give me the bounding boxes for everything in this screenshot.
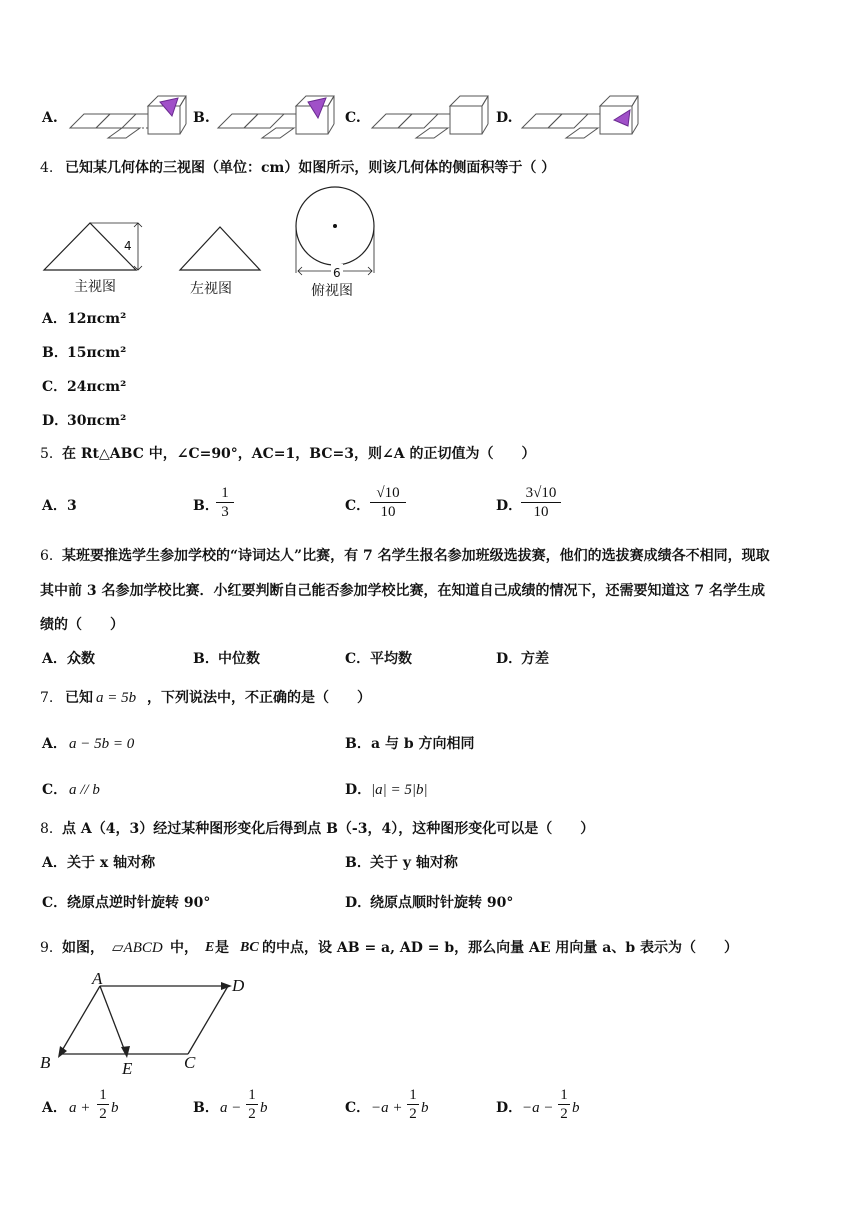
- q3-option-d-letter: D.: [496, 110, 513, 126]
- q6-option-b-letter: B．: [193, 651, 219, 667]
- q7-option-a-letter: A．: [42, 736, 67, 752]
- q9-option-d-post: b: [572, 1100, 580, 1116]
- q5-option-d-denominator: 10: [533, 504, 549, 520]
- q3-option-a-letter: A.: [42, 110, 58, 126]
- q9-option-a-pre: a +: [69, 1100, 91, 1116]
- q3-option-b-letter: B.: [193, 110, 210, 126]
- q9-option-a-post: b: [111, 1100, 119, 1116]
- q9-option-d-letter: D．: [496, 1100, 523, 1116]
- q9-option-b-den: 2: [248, 1106, 256, 1122]
- q4-option-b-letter: B．: [42, 345, 68, 361]
- q5-option-b-numerator: 1: [221, 485, 229, 501]
- q8-number: 8．: [40, 821, 63, 837]
- q7-option-c-letter: C．: [42, 782, 68, 798]
- q9-option-d-num: 1: [560, 1087, 568, 1103]
- q9-option-b-pre: a −: [220, 1100, 242, 1116]
- q4-number: 4.: [40, 160, 54, 176]
- q6-line-2: 其中前 3 名参加学校比赛．小红要判断自己能否参加学校比赛，在知道自己成绩的情况下，还需要知道这 7 名学生成: [40, 583, 765, 599]
- q6-line-1: 某班要推选学生参加学校的“诗词达人”比赛，有 7 名学生报名参加班级选拔赛，他们的选拔赛成绩各不相同，现取: [62, 548, 770, 564]
- q4-option-c-value: 24πcm²: [67, 379, 127, 395]
- q4-left-view-label: 左视图: [190, 281, 232, 297]
- q8-option-b-value: 关于 y 轴对称: [370, 855, 458, 871]
- q5-stem: 在 Rt△ABC 中，∠C=90°，AC=1，BC=3，则∠A 的正切值为（ ）: [62, 446, 536, 462]
- q9-option-b-letter: B．: [193, 1100, 219, 1116]
- q7-stem-pre: 已知: [65, 690, 93, 706]
- q5-option-c-denominator: 10: [380, 504, 396, 520]
- q5-option-d-letter: D．: [496, 498, 523, 514]
- q7-option-a-value: a − 5b = 0: [69, 736, 135, 752]
- q9-stem-e: E: [205, 940, 215, 955]
- q3-figure-c: [372, 94, 487, 138]
- q9-option-d-den: 2: [560, 1106, 568, 1122]
- q7-stem-math: a = 5b: [96, 690, 137, 706]
- q9-option-a-letter: A．: [42, 1100, 67, 1116]
- q8-option-d-letter: D．: [345, 895, 372, 911]
- q8-option-a-value: 关于 x 轴对称: [67, 855, 156, 871]
- q9-label-c: C: [184, 1053, 196, 1072]
- q6-option-c-letter: C．: [345, 651, 371, 667]
- q5-option-a-value: 3: [67, 498, 77, 514]
- q4-option-d-value: 30πcm²: [67, 413, 127, 429]
- q5-option-c-letter: C．: [345, 498, 371, 514]
- q9-stem-bc: BC: [240, 940, 259, 955]
- q5-number: 5．: [40, 446, 63, 462]
- q9-stem-shape: ▱ABCD: [112, 940, 163, 956]
- q5-option-a-letter: A．: [42, 498, 67, 514]
- q6-option-d-value: 方差: [521, 651, 549, 667]
- q8-option-b-letter: B．: [345, 855, 371, 871]
- q4-option-a-value: 12πcm²: [67, 311, 127, 327]
- q9-option-c-post: b: [421, 1100, 429, 1116]
- q8-stem: 点 A（4，3）经过某种图形变化后得到点 B（-3，4），这种图形变化可以是（ ）: [62, 821, 595, 837]
- q9-option-b-num: 1: [248, 1087, 256, 1103]
- q9-option-c-fraction: [407, 1086, 419, 1123]
- q5-option-d-numerator: 3√10: [525, 485, 557, 501]
- q6-number: 6．: [40, 548, 63, 564]
- q5-option-c-numerator: √10: [376, 485, 400, 501]
- q5-option-b-letter: B．: [193, 498, 219, 514]
- q7-option-b-letter: B．: [345, 736, 371, 752]
- q9-option-c-pre: −a +: [371, 1100, 403, 1116]
- q9-option-c-letter: C．: [345, 1100, 371, 1116]
- q6-option-b-value: 中位数: [218, 651, 260, 667]
- q4-top-view-label: 俯视图: [311, 283, 353, 299]
- q7-stem-post: ，下列说法中，不正确的是（ ）: [147, 690, 371, 706]
- q4-height-mark: 4: [124, 239, 132, 253]
- q9-label-a: A: [92, 969, 103, 988]
- q4-stem: 已知某几何体的三视图（单位：cm）如图所示，则该几何体的侧面积等于（ ）: [65, 160, 556, 176]
- q7-option-b-value: a 与 b 方向相同: [371, 736, 475, 752]
- q3-figure-a: [70, 94, 185, 138]
- q8-option-a-letter: A．: [42, 855, 67, 871]
- q9-stem-a: 如图，: [62, 940, 104, 956]
- q6-line-3: 绩的（ ）: [40, 617, 124, 633]
- q9-option-d-pre: −a −: [522, 1100, 554, 1116]
- q7-option-d-letter: D．: [345, 782, 372, 798]
- q6-option-a-value: 众数: [67, 651, 95, 667]
- q9-label-b: B: [40, 1053, 51, 1072]
- q9-option-b-fraction: [246, 1086, 258, 1123]
- q9-option-d-fraction: [558, 1086, 570, 1123]
- q4-option-d-letter: D．: [42, 413, 69, 429]
- q9-option-a-fraction: [97, 1086, 109, 1123]
- q4-width-mark: 6: [333, 266, 341, 280]
- q6-option-c-value: 平均数: [370, 651, 412, 667]
- q8-option-d-value: 绕原点顺时针旋转 90°: [370, 895, 514, 911]
- q4-option-c-letter: C．: [42, 379, 68, 395]
- q3-figure-d: [522, 94, 637, 138]
- q9-option-b-post: b: [260, 1100, 268, 1116]
- q4-front-view-label: 主视图: [74, 279, 116, 295]
- q6-option-d-letter: D．: [496, 651, 523, 667]
- q9-option-c-num: 1: [409, 1087, 417, 1103]
- q5-option-b-fraction: [216, 484, 234, 521]
- q3-figure-b: [218, 94, 333, 138]
- q7-option-d-value: |a| = 5|b|: [371, 782, 428, 798]
- q9-stem-d: 的中点，设 AB = a, AD = b，那么向量 AE 用向量 a、b 表示为（ ）: [262, 940, 739, 956]
- q5-option-b-denominator: 3: [221, 504, 229, 520]
- q9-stem-c: 是: [215, 940, 229, 956]
- q8-option-c-value: 绕原点逆时针旋转 90°: [67, 895, 211, 911]
- q4-option-a-letter: A．: [42, 311, 67, 327]
- q8-option-c-letter: C．: [42, 895, 68, 911]
- q9-label-e: E: [122, 1059, 133, 1078]
- q5-option-c-fraction: [370, 484, 406, 521]
- q9-stem-b: 中，: [170, 940, 198, 956]
- q4-option-b-value: 15πcm²: [67, 345, 127, 361]
- q9-option-c-den: 2: [409, 1106, 417, 1122]
- q7-number: 7.: [40, 690, 54, 706]
- q9-label-d: D: [232, 976, 245, 995]
- q7-option-c-value: a // b: [69, 782, 100, 798]
- q6-option-a-letter: A．: [42, 651, 67, 667]
- q9-option-a-den: 2: [99, 1106, 107, 1122]
- q3-option-c-letter: C.: [345, 110, 361, 126]
- q9-number: 9．: [40, 940, 63, 956]
- q9-option-a-num: 1: [99, 1087, 107, 1103]
- q5-option-d-fraction: [521, 484, 561, 521]
